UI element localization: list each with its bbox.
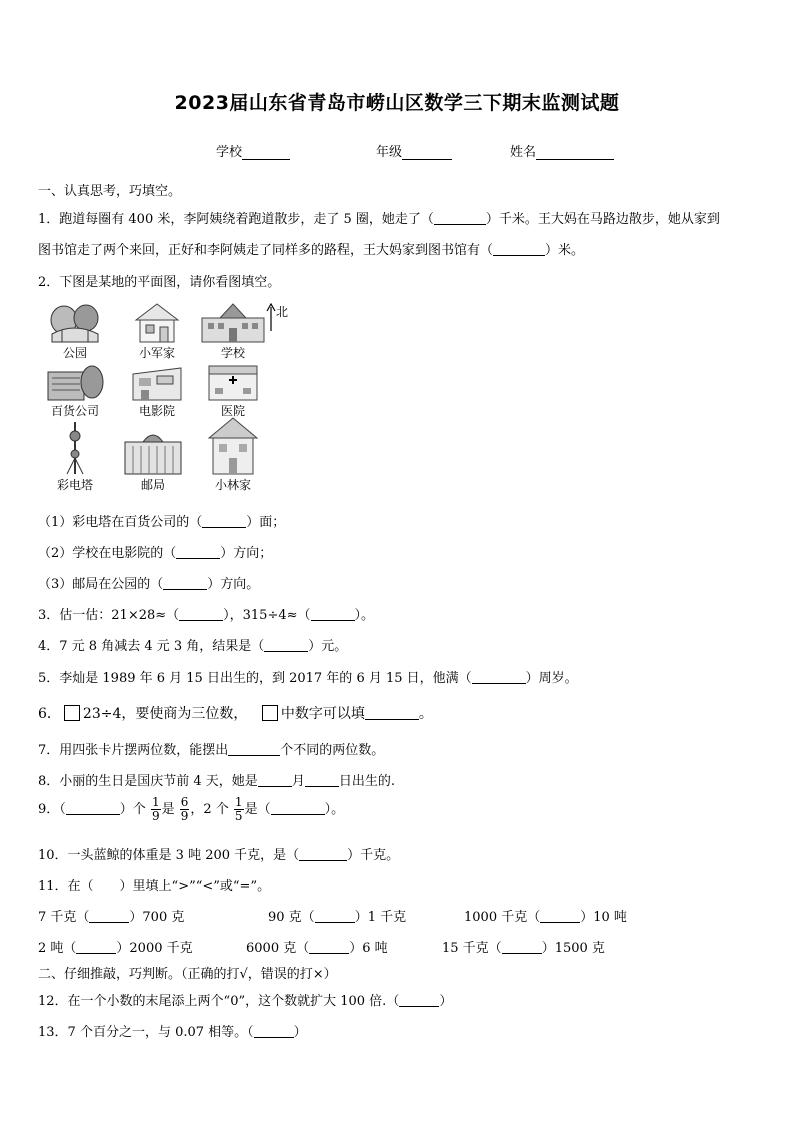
map-cell-xiaojun-home: [120, 300, 194, 361]
answer-blank[interactable]: [202, 514, 246, 528]
map-cell-park: [38, 300, 112, 361]
answer-blank[interactable]: [271, 801, 325, 815]
north-arrow-icon: [266, 303, 276, 333]
question-10: 10．一头蓝鲸的体重是 3 吨 200 千克，是（ ）千克。: [38, 848, 400, 863]
place-label-department-store: 百货公司: [50, 404, 99, 418]
place-label-hospital: 医院: [220, 404, 245, 418]
place-label-school: 学校: [220, 346, 245, 360]
answer-blank[interactable]: [493, 242, 545, 256]
answer-blank[interactable]: [89, 909, 129, 923]
question-6: 6． 23÷4，要使商为三位数， 中数字可以填 。: [38, 706, 433, 722]
question-1-line-2: 图书馆走了两个来回，正好和李阿姨走了同样多的路程，王大妈家到图书馆有（ ）米。: [38, 243, 585, 258]
question-11-item: 6000 克（ ）6 吨: [246, 941, 388, 956]
grade-field[interactable]: [376, 141, 452, 160]
house-icon: [132, 300, 182, 344]
answer-blank[interactable]: [399, 993, 439, 1007]
map-cell-hospital: [196, 362, 270, 419]
answer-blank[interactable]: [76, 940, 116, 954]
answer-blank[interactable]: [309, 940, 349, 954]
question-5: 5．李灿是 1989 年 6 月 15 日出生的，到 2017 年的 6 月 15 日，他满（ ）周岁。: [38, 671, 578, 686]
fraction-six-ninths: $\frac{6}{9}$: [180, 795, 189, 823]
answer-blank[interactable]: [540, 909, 580, 923]
answer-blank[interactable]: [66, 801, 120, 815]
cinema-icon: [127, 362, 187, 402]
question-13: 13．7 个百分之一，与 0.07 相等。（ ）: [38, 1025, 307, 1040]
question-1-line-1: 1．跑道每圈有 400 米，李阿姨绕着跑道散步，走了 5 圈，她走了（ ）千米。王大妈在马路边散步，她从家到: [38, 212, 720, 227]
place-label-xiaojun-home: 小军家: [138, 346, 175, 360]
name-field[interactable]: [510, 141, 614, 160]
answer-blank[interactable]: [365, 706, 419, 720]
hospital-icon: [203, 362, 263, 402]
fraction-one-ninth: $\frac{1}{9}$: [151, 795, 160, 823]
question-11-item: 1000 千克（ ）10 吨: [464, 910, 627, 925]
question-11-item: 2 吨（ ）2000 千克: [38, 941, 193, 956]
question-11-item: 7 千克（ ）700 克: [38, 910, 185, 925]
answer-blank[interactable]: [472, 670, 526, 684]
answer-blank[interactable]: [176, 545, 220, 559]
fraction-one-fifth: $\frac{1}{5}$: [234, 795, 243, 823]
question-11-item: 90 克（ ）1 千克: [268, 910, 407, 925]
question-3: 3．估一估：21×28≈（ ），315÷4≈（ ）。: [38, 608, 375, 623]
answer-blank[interactable]: [228, 742, 280, 756]
question-2-sub-2: （2）学校在电影院的（ ）方向；: [38, 546, 273, 561]
answer-blank[interactable]: [502, 940, 542, 954]
map-cell-cinema: [120, 362, 194, 419]
question-11-item: 15 千克（ ）1500 克: [442, 941, 605, 956]
place-label-park: 公园: [62, 346, 87, 360]
question-11-stem: 11．在（ ）里填上“>”“<”或“=”。: [38, 879, 271, 894]
post-office-icon: [121, 420, 185, 476]
place-map: [38, 296, 298, 496]
question-9: 9．（ ）个 $\frac{1}{9}$ 是 $\frac{6}{9}$ ，2 个 $\frac{1}{5}$ 是（ ）。: [38, 795, 345, 823]
place-label-tv-tower: 彩电塔: [56, 478, 93, 492]
answer-blank[interactable]: [299, 847, 347, 861]
question-12: 12．在一个小数的末尾添上两个“0”，这个数就扩大 100 倍.（ ）: [38, 994, 453, 1009]
answer-blank[interactable]: [258, 773, 292, 787]
department-store-icon: [44, 362, 106, 402]
section-2-heading: 二、仔细推敲，巧判断。（正确的打√，错误的打×）: [38, 967, 337, 982]
question-4: 4．7 元 8 角减去 4 元 3 角，结果是（ ）元。: [38, 639, 348, 654]
question-7: 7．用四张卡片摆两位数，能摆出 个不同的两位数。: [38, 743, 385, 758]
map-cell-tv-tower: [38, 420, 112, 493]
park-icon: [44, 300, 106, 344]
place-label-xiaolin-home: 小林家: [214, 478, 251, 492]
digit-box[interactable]: [64, 705, 80, 721]
school-field[interactable]: [216, 141, 290, 160]
map-cell-post-office: [116, 420, 190, 493]
place-label-post-office: 邮局: [140, 478, 165, 492]
answer-blank[interactable]: [179, 607, 223, 621]
answer-blank[interactable]: [254, 1024, 294, 1038]
name-label: 姓名: [510, 145, 537, 160]
digit-box[interactable]: [262, 705, 278, 721]
north-label: 北: [276, 305, 289, 319]
question-8: 8．小丽的生日是国庆节前 4 天，她是 月 日出生的.: [38, 774, 395, 789]
map-cell-xiaolin-home: [196, 414, 270, 493]
map-cell-school: [196, 300, 270, 361]
answer-blank[interactable]: [305, 773, 339, 787]
answer-blank[interactable]: [434, 211, 486, 225]
grade-label: 年级: [376, 145, 403, 160]
school-label: 学校: [216, 145, 243, 160]
tv-tower-icon: [55, 420, 95, 476]
answer-blank[interactable]: [163, 576, 207, 590]
question-2-stem: 2．下图是某地的平面图，请你看图填空。: [38, 275, 281, 290]
answer-blank[interactable]: [315, 909, 355, 923]
place-label-cinema: 电影院: [138, 404, 175, 418]
xiaolin-house-icon: [203, 414, 263, 476]
school-building-icon: [198, 300, 268, 344]
map-cell-department-store: [38, 362, 112, 419]
answer-blank[interactable]: [311, 607, 355, 621]
question-2-sub-3: （3）邮局在公园的（ ）方向。: [38, 577, 260, 592]
section-1-heading: 一、认真思考，巧填空。: [38, 184, 182, 199]
answer-blank[interactable]: [264, 638, 308, 652]
north-indicator: [266, 303, 288, 333]
question-2-sub-1: （1）彩电塔在百货公司的（ ）面；: [38, 515, 286, 530]
page-title: 2023届山东省青岛市崂山区数学三下期末监测试题: [174, 92, 620, 114]
